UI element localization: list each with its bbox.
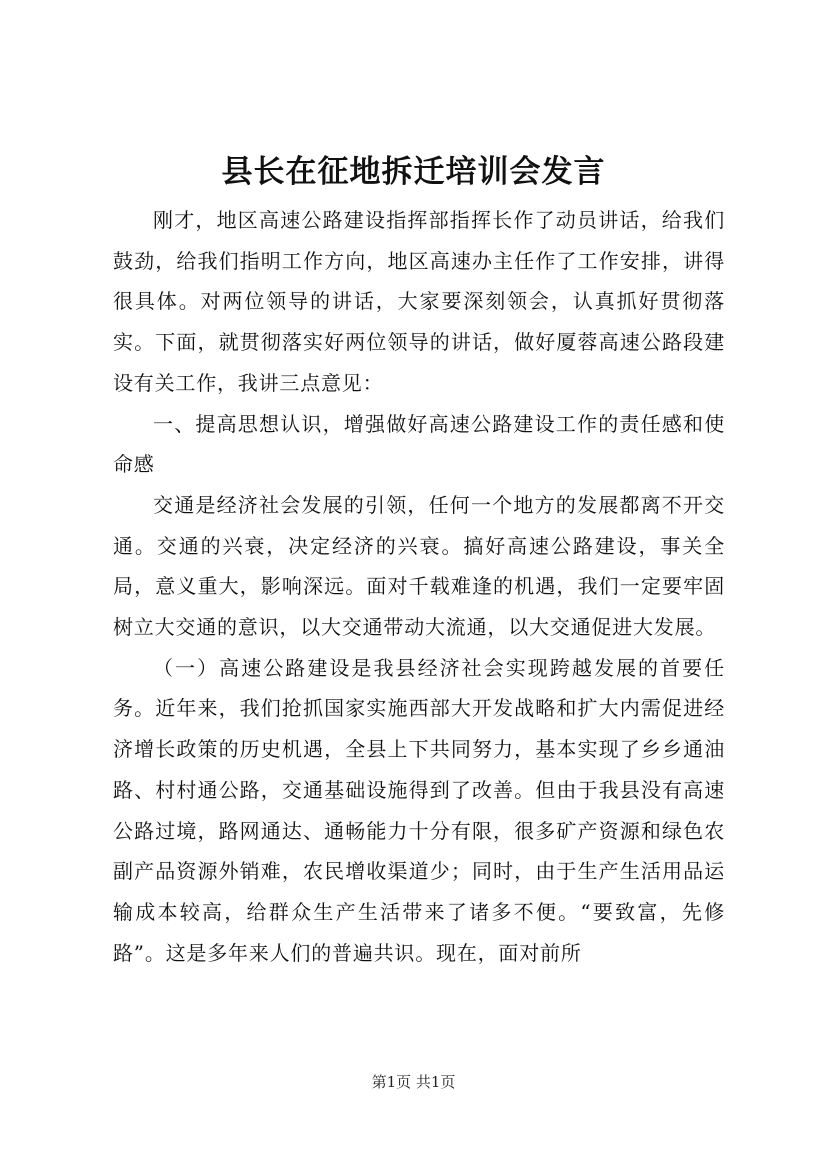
paragraph-intro: 刚才，地区高速公路建设指挥部指挥长作了动员讲话，给我们鼓劲，给我们指明工作方向，地区高速办主任作了工作安排，讲得很具体。对两位领导的讲话，大家要深刻领会，认真抓好贯彻落实。下面，就贯彻落实好两位领导的讲话，做好厦蓉高速公路段建设有关工作，我讲三点意见： <box>113 208 725 395</box>
page-footer: 第1页 共1页 <box>371 1073 456 1091</box>
paragraph-transport: 交通是经济社会发展的引领，任何一个地方的发展都离不开交通。交通的兴衰，决定经济的兴衰。搞好高速公路建设，事关全局，意义重大，影响深远。面对千载难逢的机遇，我们一定要牢固树立大交通的意识，以大交通带动大流通，以大交通促进大发展。 <box>113 492 725 640</box>
document-title: 县长在征地拆迁培训会发言 <box>221 154 606 190</box>
document-body <box>113 200 725 973</box>
paragraph-subsection-1: （一）高速公路建设是我县经济社会实现跨越发展的首要任务。近年来，我们抢抓国家实施西部大开发战略和扩大内需促进经济增长政策的历史机遇，全县上下共同努力，基本实现了乡乡通油路、村村通公路，交通基础设施得到了改善。但由于我县没有高速公路过境，路网通达、通畅能力十分有限，很多矿产资源和绿色农副产品资源外销难，农民增收渠道少；同时，由于生产生活用品运输成本较高，给群众生产生活带来了诸多不便。“要致富，先修路”。这是多年来人们的普遍共识。现在，面对前所 <box>113 655 725 965</box>
section-heading-1: 一、提高思想认识，增强做好高速公路建设工作的责任感和使命感 <box>113 411 725 477</box>
